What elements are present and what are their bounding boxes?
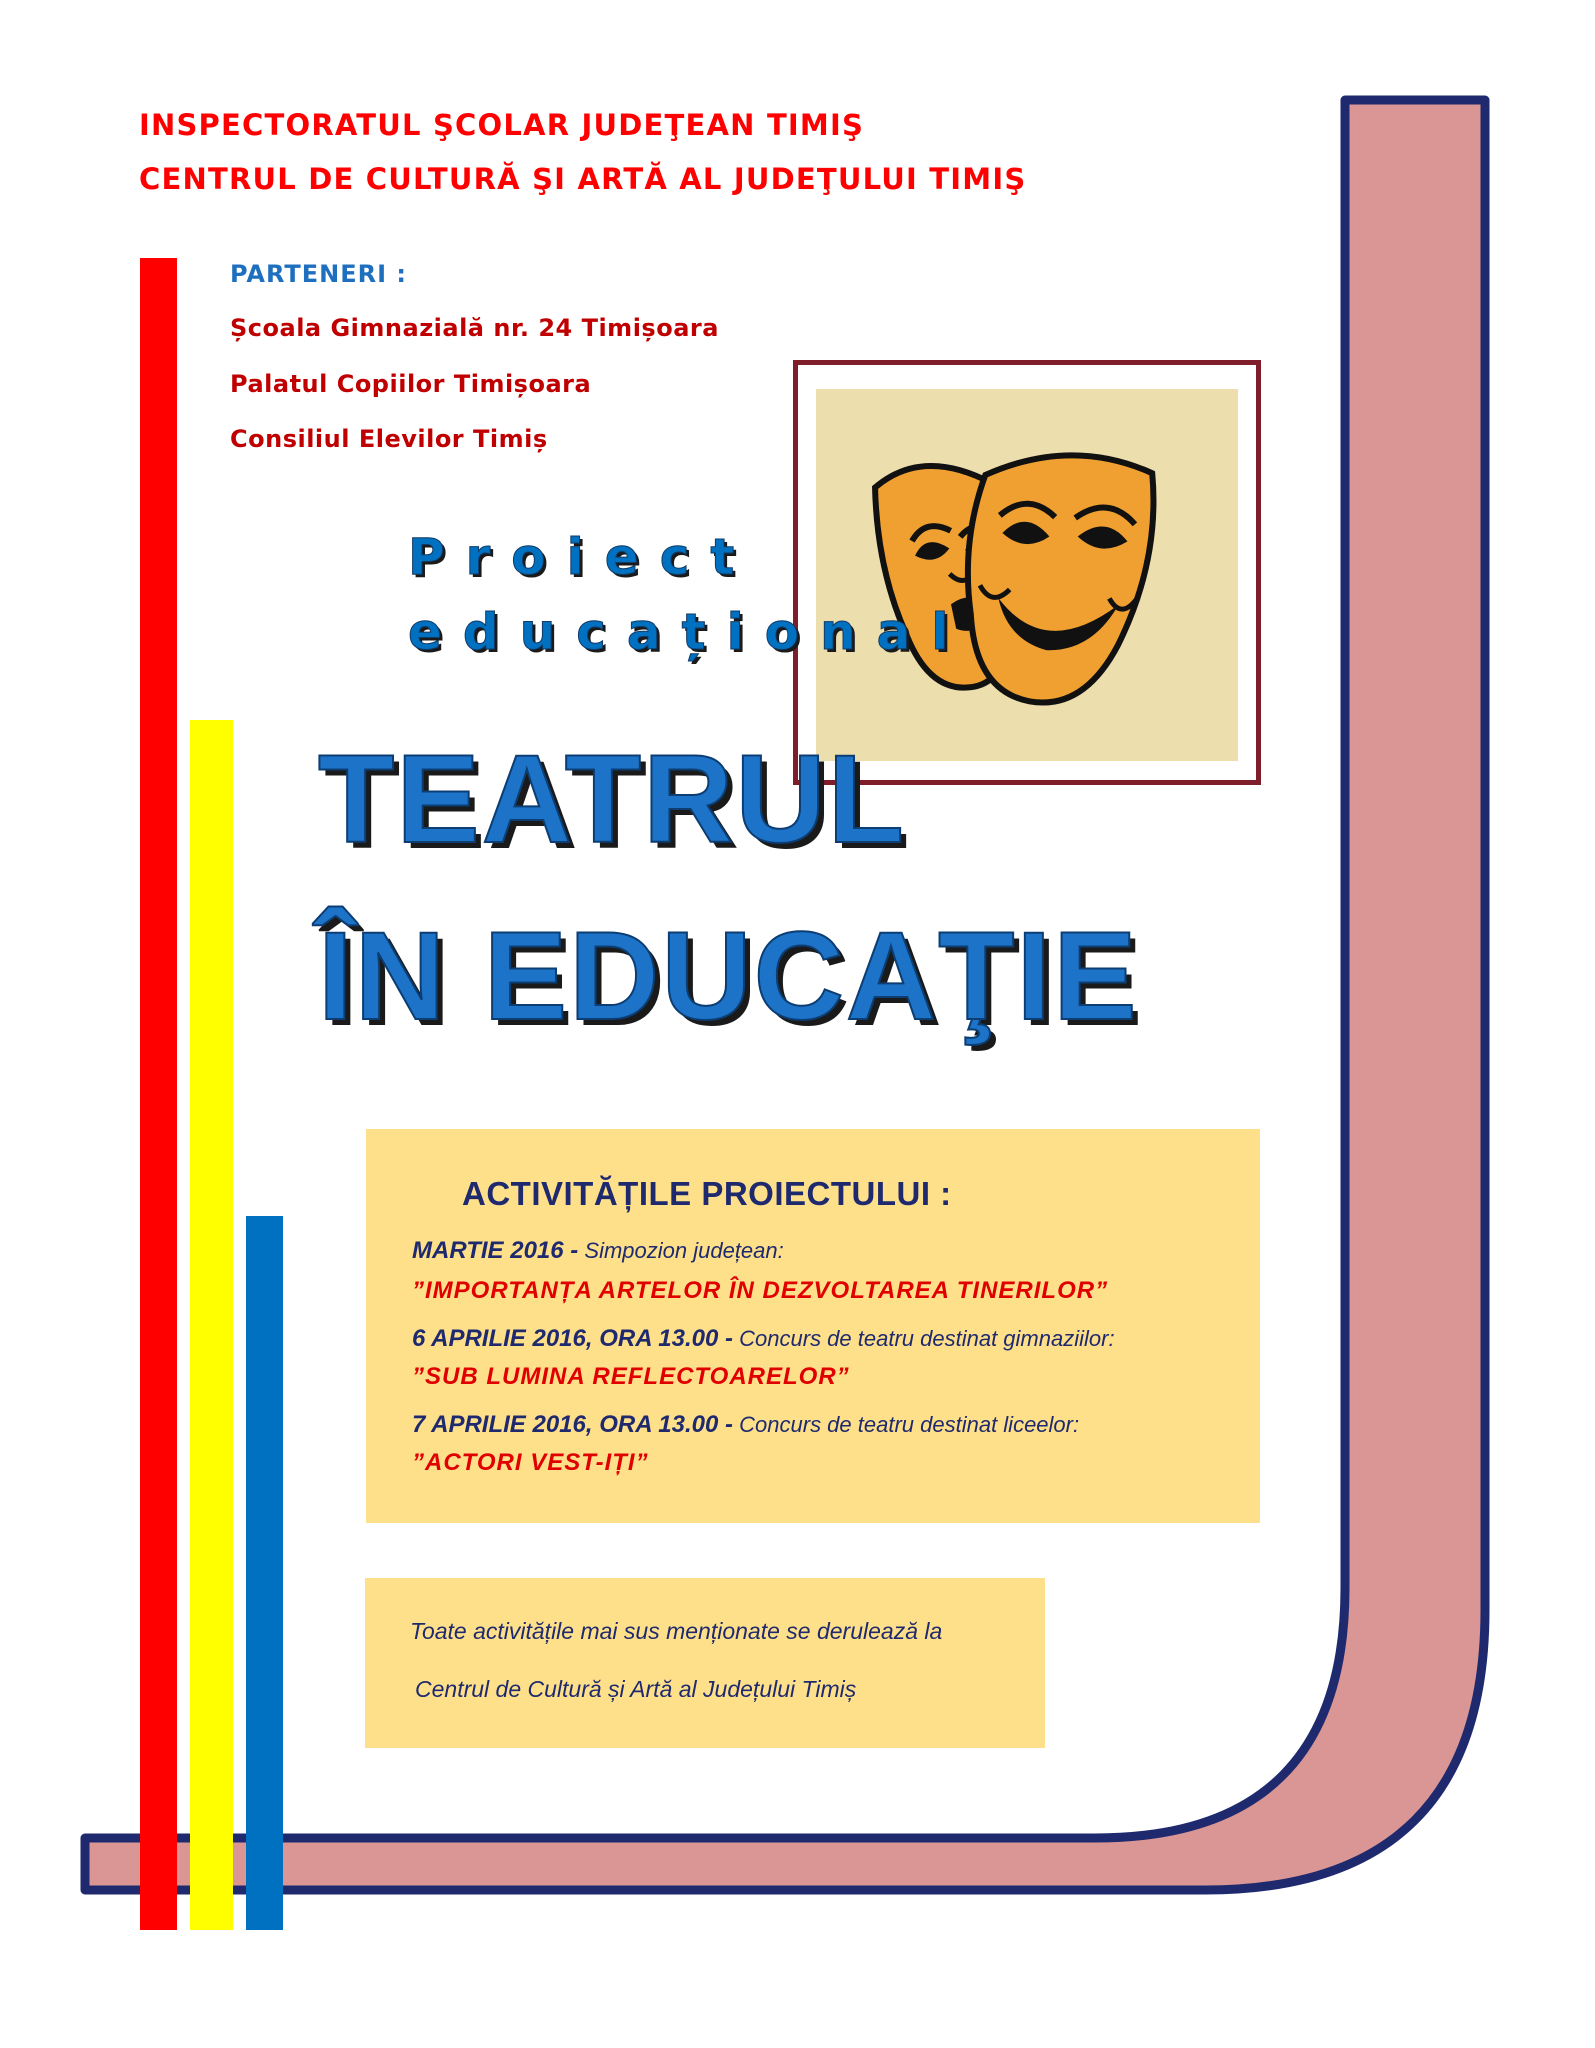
red-stripe — [140, 258, 177, 1930]
activity-description: Simpozion județean: — [578, 1238, 784, 1263]
yellow-stripe — [190, 720, 233, 1930]
project-label-line-2: educațional — [408, 603, 970, 661]
venue-note-line-2: Centrul de Cultură și Artă al Județului Timiș — [415, 1676, 857, 1702]
blue-stripe — [246, 1216, 283, 1930]
image-background — [816, 389, 1238, 761]
partners-heading: PARTENERI : — [230, 260, 407, 288]
activity-description: Concurs de teatru destinat liceelor: — [733, 1412, 1080, 1437]
organizer-line-2: CENTRUL DE CULTURĂ ŞI ARTĂ AL JUDEŢULUI TIMIŞ — [139, 162, 1027, 196]
theatre-masks-icon — [806, 419, 1246, 749]
venue-note-line-1: Toate activitățile mai sus menționate se derulează la — [410, 1618, 943, 1644]
activity-title: ”ACTORI VEST-IȚI” — [412, 1449, 649, 1476]
activity-line — [412, 1237, 784, 1265]
activities-box — [366, 1129, 1260, 1523]
activity-date: 6 APRILIE 2016, ORA 13.00 - — [412, 1325, 734, 1352]
activity-date: 7 APRILIE 2016, ORA 13.00 - — [412, 1411, 734, 1438]
activities-heading: ACTIVITĂȚILE PROIECTULUI : — [462, 1175, 952, 1212]
project-title-line-2: ÎN EDUCAŢIE — [318, 907, 1139, 1046]
theatre-masks-image — [793, 360, 1261, 785]
partner-item: Consiliul Elevilor Timiș — [230, 425, 548, 453]
partner-item: Palatul Copiilor Timișoara — [230, 370, 592, 398]
organizer-line-1: INSPECTORATUL ŞCOLAR JUDEŢEAN TIMIŞ — [139, 108, 865, 142]
activity-line — [412, 1411, 1079, 1439]
venue-note-box — [365, 1578, 1045, 1748]
project-title-line-1: TEATRUL — [318, 730, 906, 869]
project-label-line-1: Proiect — [408, 528, 756, 586]
partner-item: Școala Gimnazială nr. 24 Timișoara — [230, 314, 719, 342]
activity-date: MARTIE 2016 - — [412, 1237, 579, 1264]
activity-description: Concurs de teatru destinat gimnaziilor: — [733, 1326, 1115, 1351]
activity-line — [412, 1325, 1115, 1353]
activity-title: ”SUB LUMINA REFLECTOARELOR” — [412, 1363, 850, 1390]
activity-title: ”IMPORTANȚA ARTELOR ÎN DEZVOLTAREA TINERILOR” — [412, 1277, 1109, 1304]
